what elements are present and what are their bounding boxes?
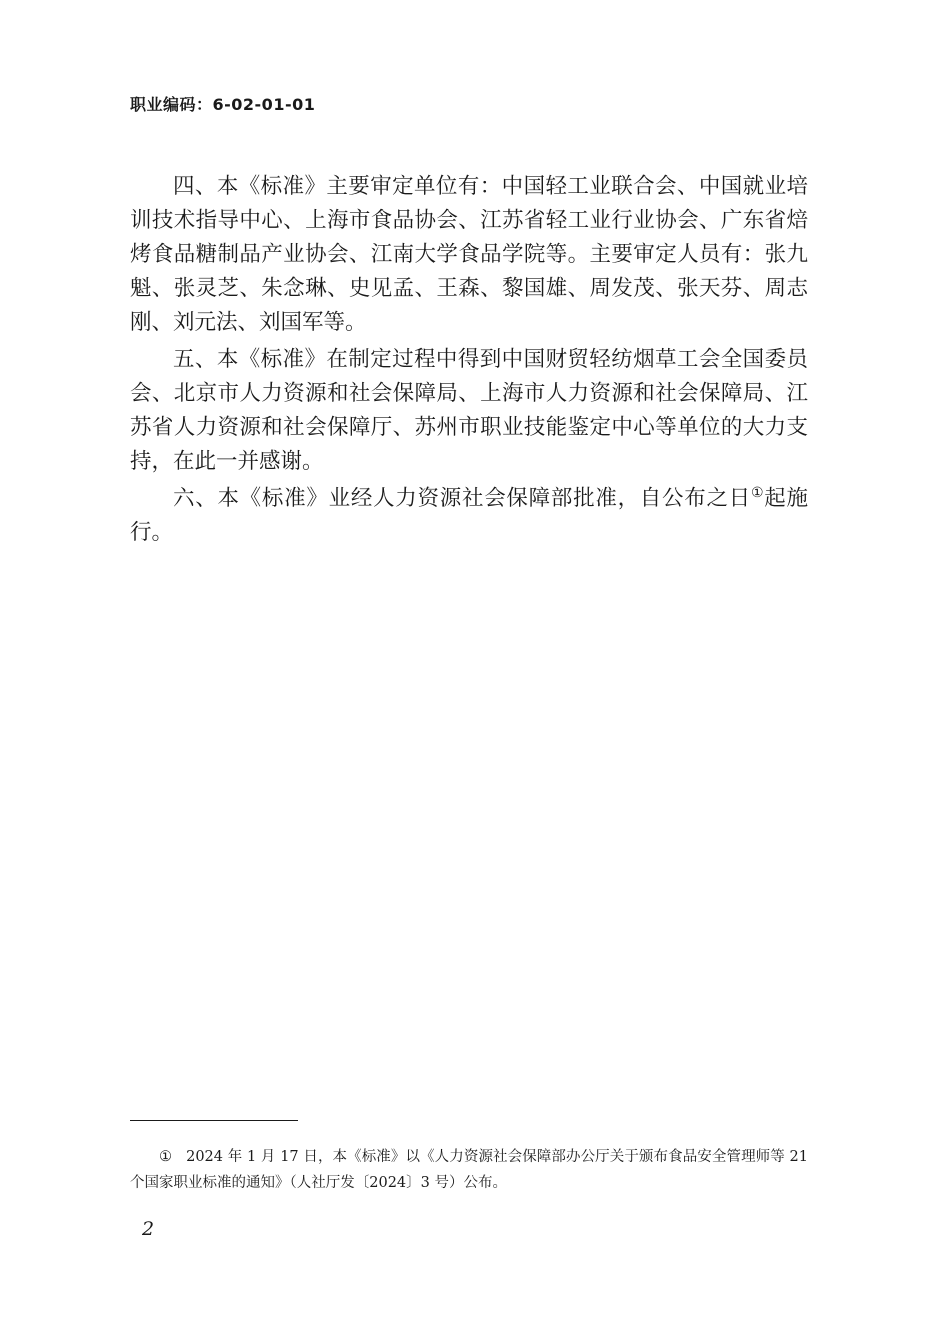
footnote-divider xyxy=(130,1120,298,1121)
footnote-reference[interactable]: ① xyxy=(750,484,765,501)
occupation-code: 职业编码：6-02-01-01 xyxy=(130,95,316,114)
body-text xyxy=(130,170,808,553)
effective-date-text: 六、本《标准》业经人力资源社会保障部批准，自公布之日 xyxy=(173,486,751,511)
footnote-mark: ① xyxy=(159,1149,173,1165)
paragraph-effective-date xyxy=(130,482,808,550)
paragraph-review-units: 四、本《标准》主要审定单位有：中国轻工业联合会、中国就业培训技术指导中心、上海市食品协会、江苏省轻工业行业协会、广东省焙烤食品糖制品产业协会、江南大学食品学院等。主要审定人员有：张九魁、张灵芝、朱念琳、史见孟、王森、黎国雄、周发茂、张天芬、周志刚、刘元法、刘国军等。 xyxy=(130,174,808,335)
footnote-text: 2024 年 1 月 17 日，本《标准》以《人力资源社会保障部办公厅关于颁布食品安全管理师等 21 个国家职业标准的通知》（人社厅发〔2024〕3 号）公布。 xyxy=(130,1149,808,1191)
paragraph-acknowledgements: 五、本《标准》在制定过程中得到中国财贸轻纺烟草工会全国委员会、北京市人力资源和社会保障局、上海市人力资源和社会保障局、江苏省人力资源和社会保障厅、苏州市职业技能鉴定中心等单位的大力支持，在此一并感谢。 xyxy=(130,347,808,474)
effective-date-text-end: 起施行。 xyxy=(130,486,808,545)
page-number: 2 xyxy=(142,1218,155,1240)
footnote xyxy=(130,1144,808,1196)
